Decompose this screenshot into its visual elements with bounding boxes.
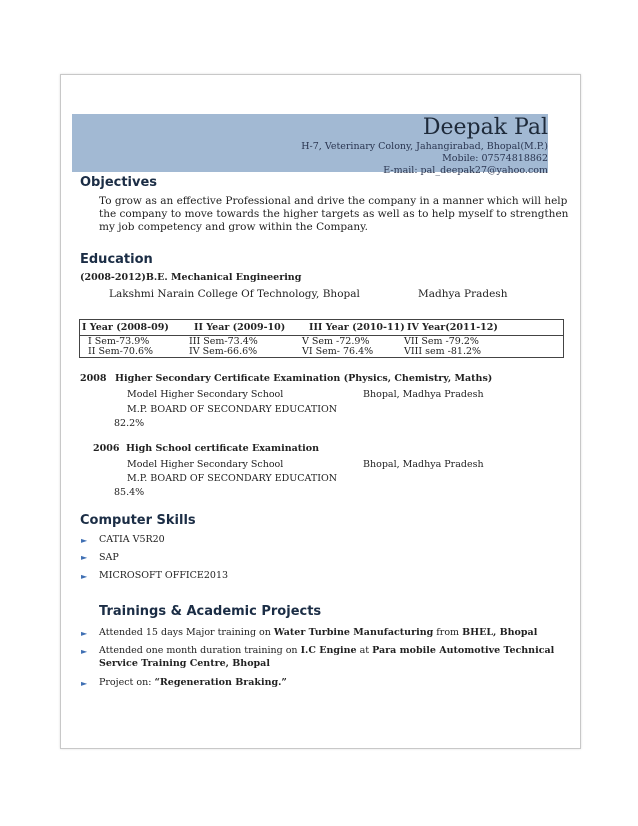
degree-years: (2008-2012) <box>80 272 146 283</box>
resume-page <box>60 74 581 749</box>
hs-board: M.P. BOARD OF SECONDARY EDUCATION <box>127 473 338 484</box>
training-topic: Water Turbine Manufacturing <box>273 627 434 638</box>
skill-item: MICROSOFT OFFICE2013 <box>99 570 229 581</box>
objectives-heading: Objectives <box>80 175 158 190</box>
table-header-cell: III Year (2010-11) <box>309 322 405 333</box>
hs-year: 2006 <box>93 443 120 454</box>
education-heading: Education <box>80 252 153 267</box>
hsc-year: 2008 <box>80 373 107 384</box>
hs-school: Model Higher Secondary School <box>127 459 284 470</box>
training-item <box>99 627 537 638</box>
training-text: Attended 15 days Major training on <box>99 627 274 638</box>
bullet-icon: ► <box>81 629 88 638</box>
table-cell: VII Sem -79.2% <box>404 336 479 347</box>
candidate-name: Deepak Pal <box>422 115 548 140</box>
hsc-location: Bhopal, Madhya Pradesh <box>363 389 484 400</box>
hsc-score: 82.2% <box>114 418 145 429</box>
skill-item: CATIA V5R20 <box>99 534 165 545</box>
table-cell: III Sem-73.4% <box>189 336 258 347</box>
hs-location: Bhopal, Madhya Pradesh <box>363 459 484 470</box>
college-name: Lakshmi Narain College Of Technology, Bhopal <box>109 288 360 300</box>
bullet-icon: ► <box>81 679 88 688</box>
training-item <box>99 645 554 656</box>
skill-item: SAP <box>99 552 119 563</box>
table-header-cell: I Year (2008-09) <box>82 322 169 333</box>
training-text: from <box>433 627 463 638</box>
table-cell: VI Sem- 76.4% <box>302 346 374 357</box>
email: E-mail: pal_deepak27@yahoo.com <box>383 165 548 176</box>
training-text: Project on: <box>99 677 155 688</box>
table-header-cell: IV Year(2011-12) <box>407 322 498 333</box>
hs-score: 85.4% <box>114 487 145 498</box>
college-state: Madhya Pradesh <box>418 288 508 300</box>
hs-title: High School certificate Examination <box>126 443 320 454</box>
training-org: Para mobile Automotive Technical <box>372 645 555 656</box>
training-topic: I.C Engine <box>300 645 357 656</box>
trainings-heading: Trainings & Academic Projects <box>99 604 322 619</box>
hsc-board: M.P. BOARD OF SECONDARY EDUCATION <box>127 404 338 415</box>
bullet-icon: ► <box>81 647 88 656</box>
project-name: “Regeneration Braking.” <box>154 677 287 688</box>
degree-line <box>80 272 301 283</box>
objectives-line: To grow as an effective Professional and drive the company in a manner which will help <box>99 195 568 207</box>
hsc-title: Higher Secondary Certificate Examination (Physics, Chemistry, Maths) <box>115 373 493 384</box>
objectives-line: the company to move towards the higher targets as well as to help myself to strengthen <box>99 208 569 220</box>
skills-heading: Computer Skills <box>80 513 196 528</box>
bullet-icon: ► <box>81 572 88 581</box>
training-text: Attended one month duration training on <box>99 645 301 656</box>
objectives-line: my job competency and grow within the Company. <box>99 221 369 233</box>
address: H-7, Veterinary Colony, Jahangirabad, Bhopal(M.P.) <box>301 141 548 152</box>
training-text: at <box>356 645 373 656</box>
hsc-school: Model Higher Secondary School <box>127 389 284 400</box>
training-org: BHEL, Bhopal <box>462 627 538 638</box>
table-cell: IV Sem-66.6% <box>189 346 258 357</box>
semester-table <box>79 319 564 358</box>
bullet-icon: ► <box>81 536 88 545</box>
table-cell: VIII sem -81.2% <box>404 346 482 357</box>
table-cell: I Sem-73.9% <box>88 336 150 347</box>
mobile: Mobile: 07574818862 <box>442 153 548 164</box>
training-item <box>99 677 287 688</box>
degree-name: B.E. Mechanical Engineering <box>145 272 302 283</box>
table-cell: II Sem-70.6% <box>88 346 154 357</box>
table-header-cell: II Year (2009-10) <box>194 322 286 333</box>
table-cell: V Sem -72.9% <box>302 336 370 347</box>
training-org-cont: Service Training Centre, Bhopal <box>99 658 270 669</box>
bullet-icon: ► <box>81 553 88 562</box>
